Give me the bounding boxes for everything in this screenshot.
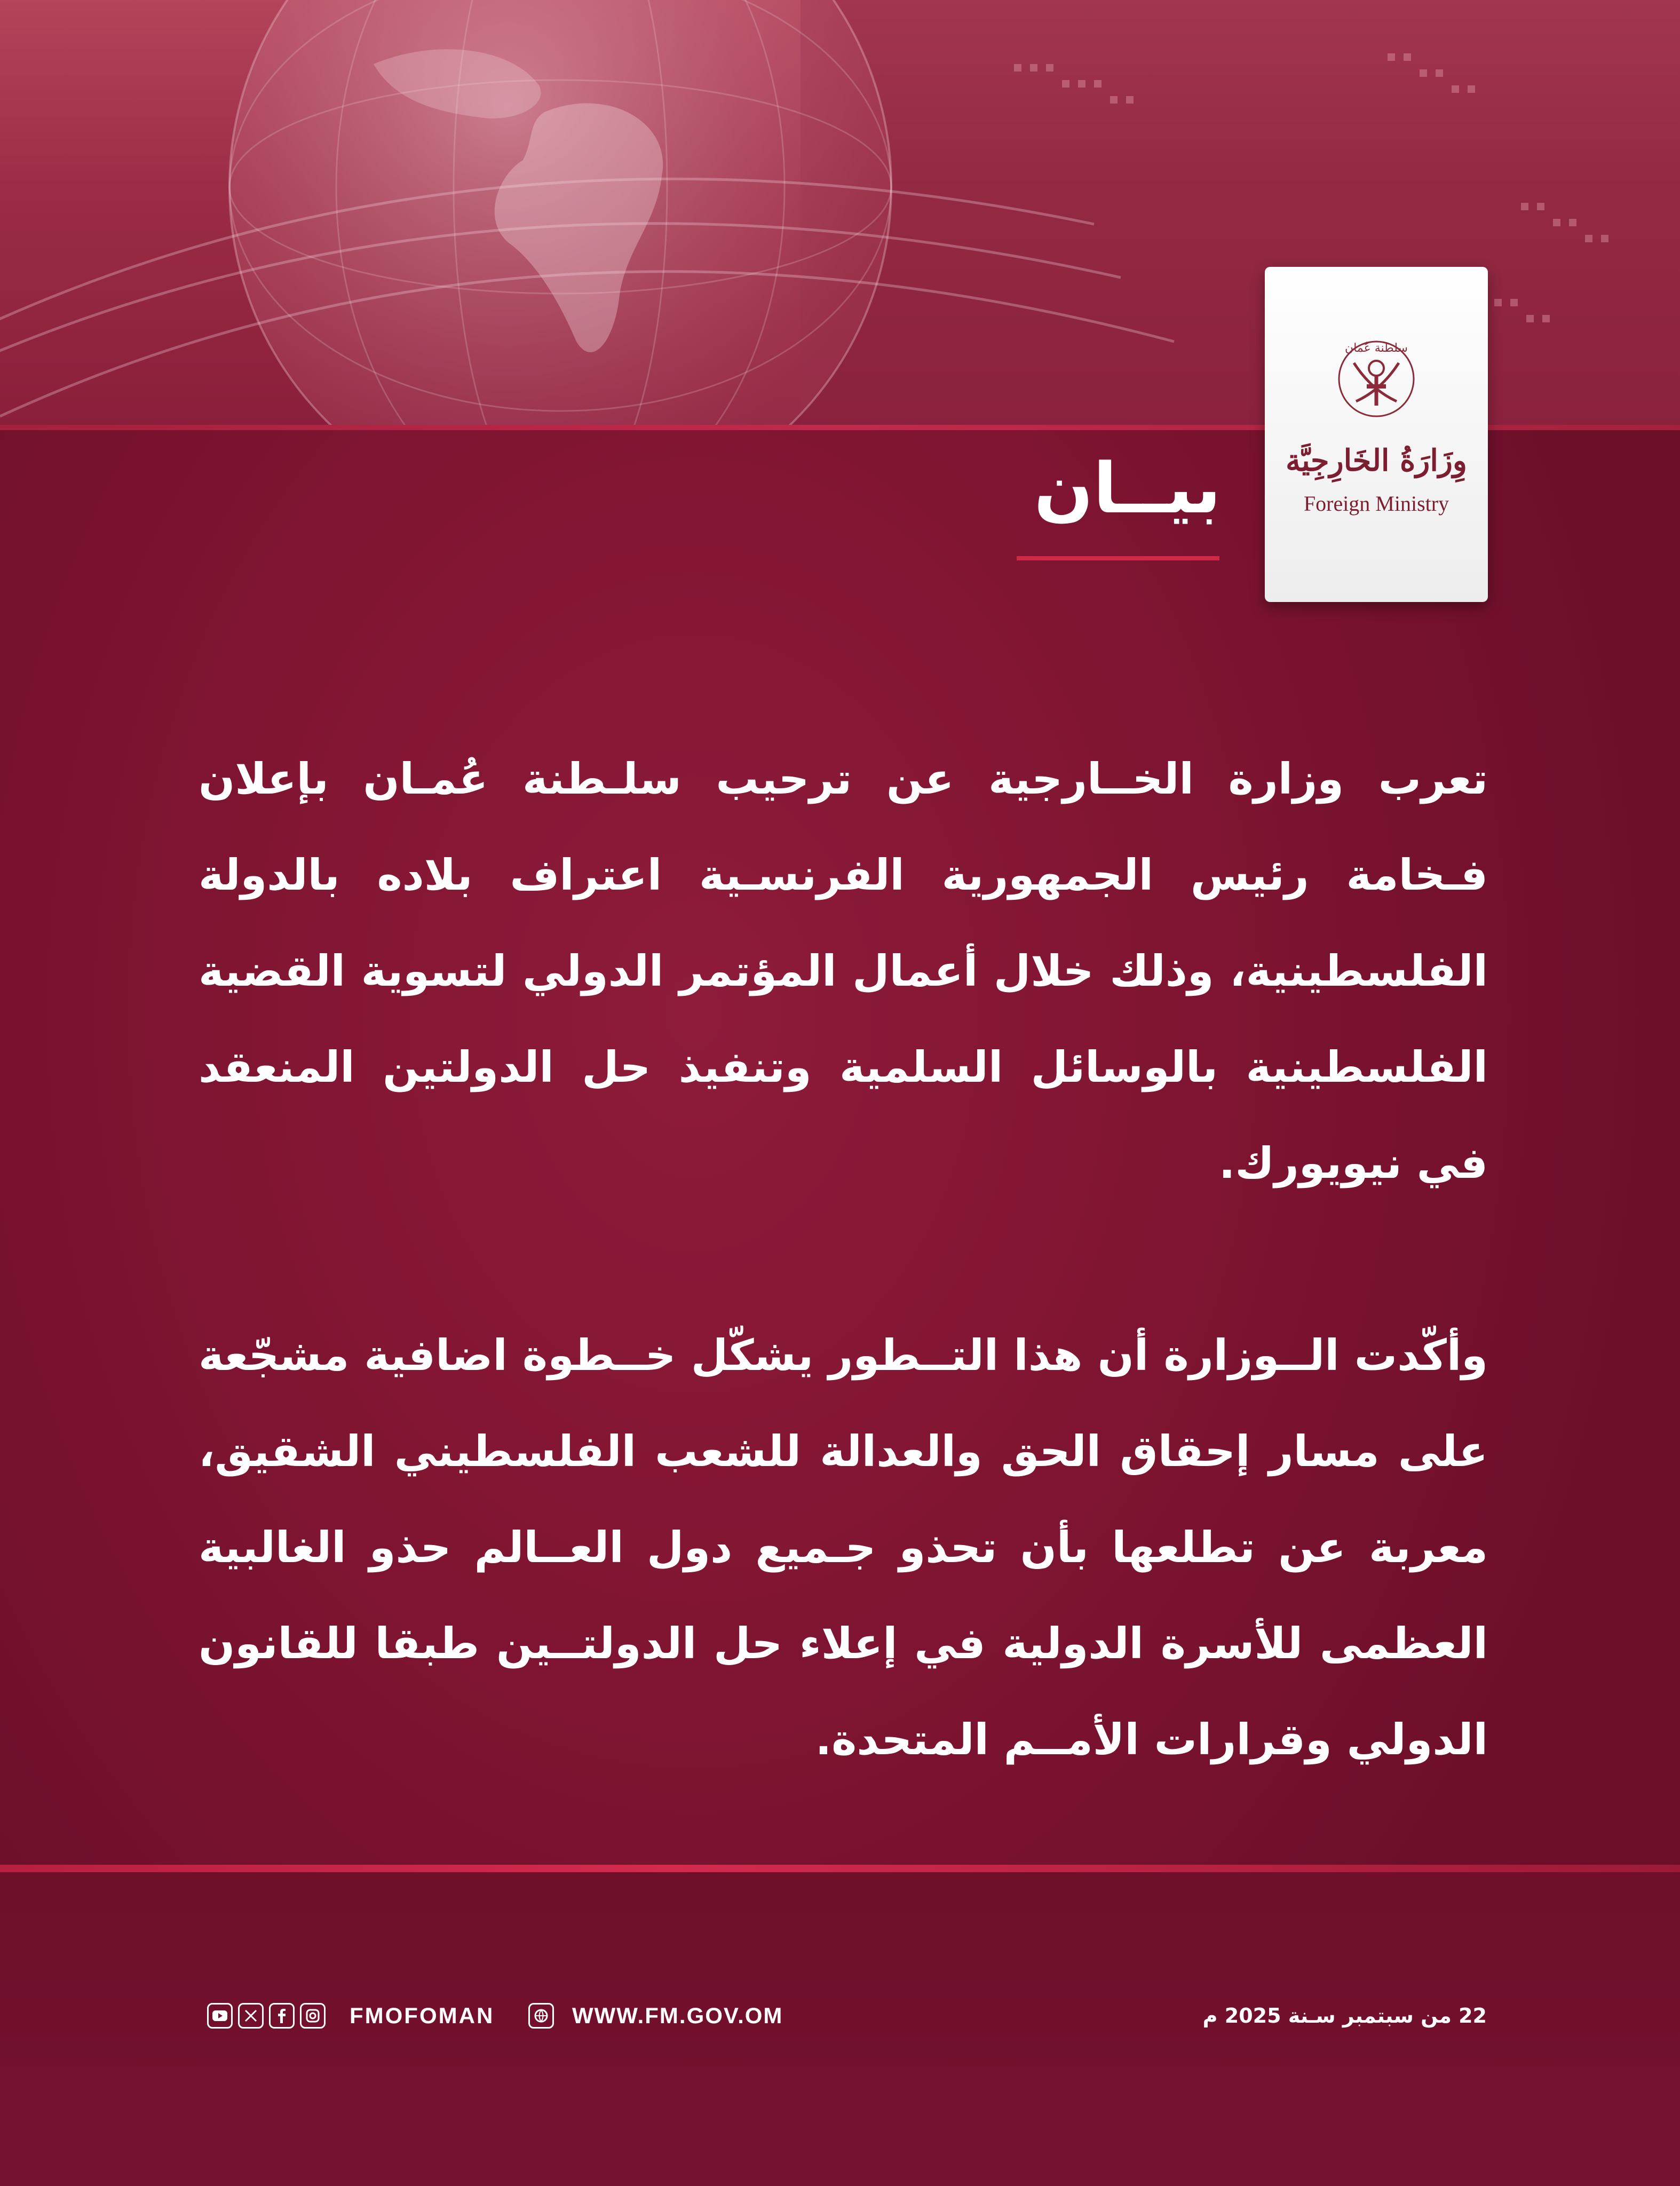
page-title: بيــان [1034, 448, 1221, 529]
title-underline [1017, 556, 1219, 560]
ministry-logo-card [1265, 267, 1488, 602]
website-link[interactable]: WWW.FM.GOV.OM [572, 2003, 783, 2028]
statement-paragraph-1: تعرب وزارة الخــارجية عن ترحيب سلـطنة عُمـان بإعلان فـخامة رئيس الجمهورية الفرنسـية اعتراف بلاده بالدولة الفلسطينية، وذلك خلال أعمال المؤتمر الدولي لتسوية القضية الفلسطينية بالوسائل السلمية وتنفيذ حل الدولتين المنعقد في نيويورك. [199, 754, 1488, 1188]
statement-body [199, 731, 1488, 1788]
footer-divider [0, 1865, 1680, 1872]
social-icons [207, 2003, 326, 2029]
x-icon[interactable] [238, 2003, 264, 2029]
instagram-icon[interactable] [300, 2003, 326, 2029]
globe-icon [528, 2003, 554, 2029]
social-handle[interactable]: FMOFOMAN [350, 2003, 495, 2028]
footer [0, 1999, 1680, 2031]
emblem-arabic-text: سلطنة عُمان [1345, 342, 1408, 355]
ministry-name-english: Foreign Ministry [1303, 492, 1449, 516]
ministry-name-arabic: وِزَارَةُ الخَارِجِيَّة [1286, 443, 1467, 478]
statement-date: 22 من سبتمبر سـنة 2025 م [1202, 2004, 1487, 2027]
statement-paragraph-2: وأكّدت الــوزارة أن هذا التــطور يشكّل خــطوة اضافية مشجّعة على مسار إحقاق الحق والعدالة للشعب الفلسطيني الشقيق، معربة عن تطلعها بأن تحذو جـميع دول العــالم حذو الغالبية العظمى للأسرة الدولية في إعلاء حل الدولتــين طبقا للقانون الدولي وقرارات الأمــم المتحدة. [199, 1330, 1488, 1764]
youtube-icon[interactable] [207, 2003, 233, 2029]
oman-emblem-icon [1328, 331, 1424, 427]
facebook-icon[interactable] [269, 2003, 295, 2029]
